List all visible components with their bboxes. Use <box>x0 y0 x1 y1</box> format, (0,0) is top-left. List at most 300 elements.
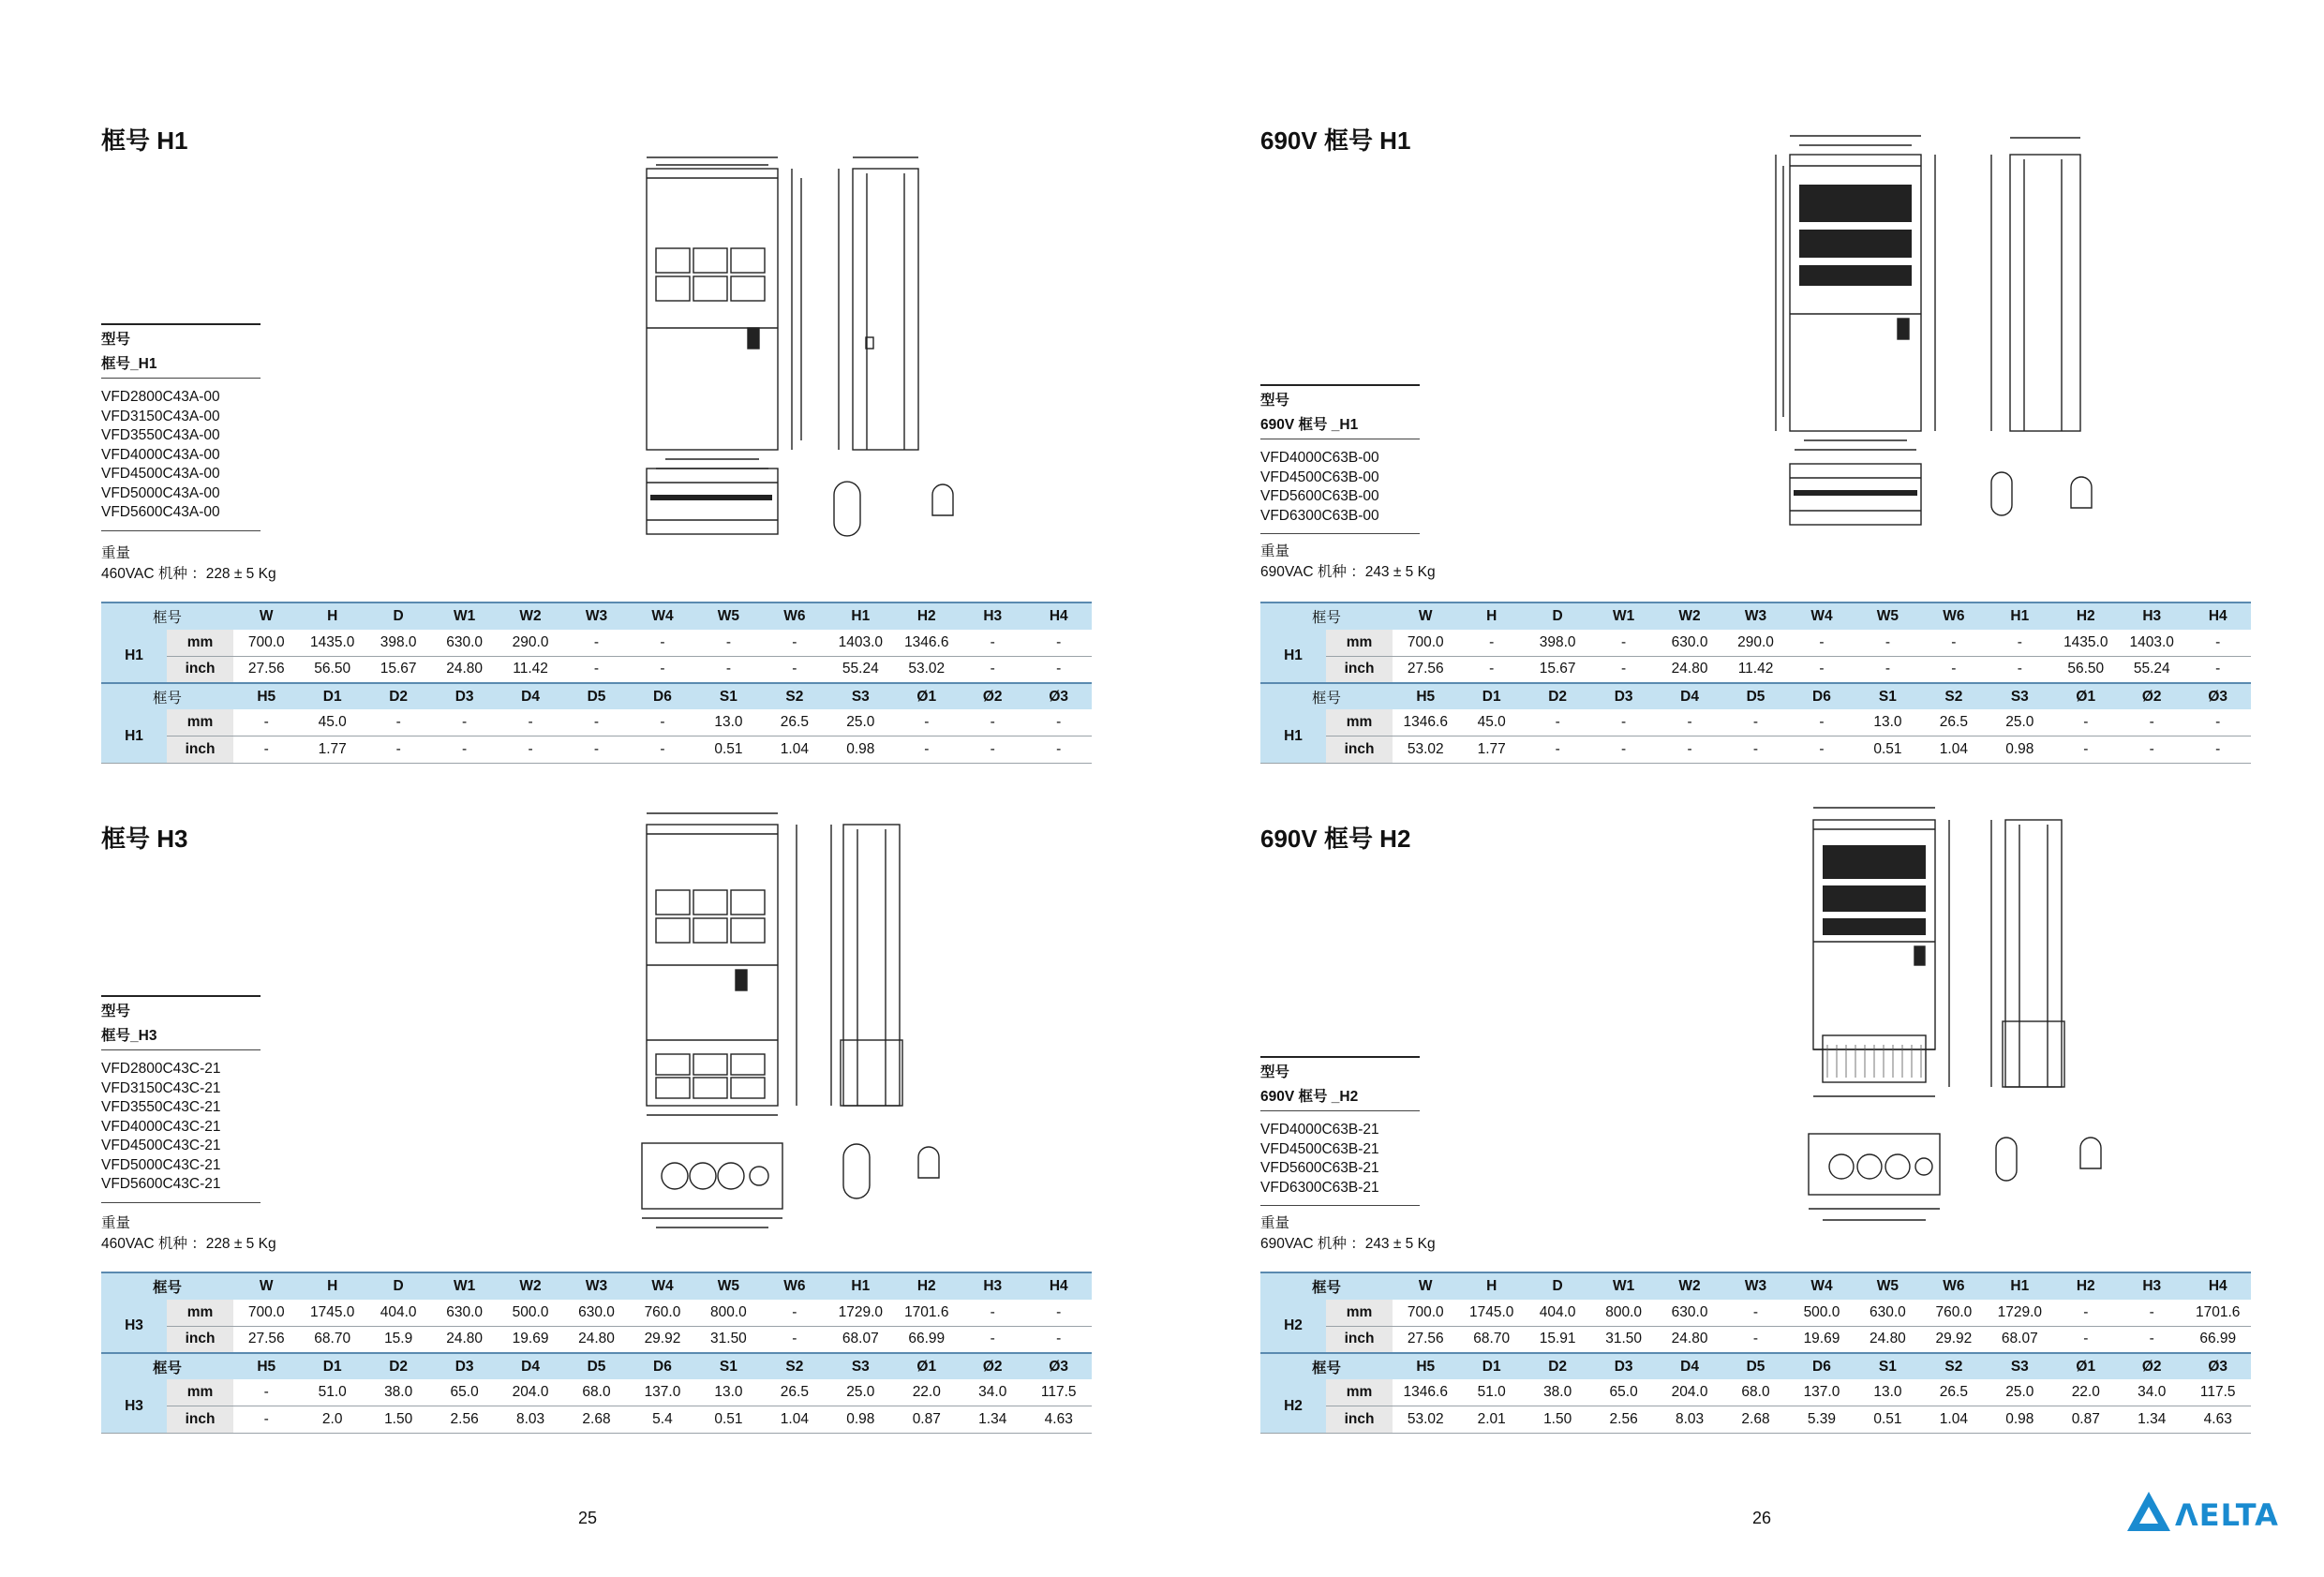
weight-value: 460VAC 机种 ：228 ± 5 Kg <box>101 1236 276 1252</box>
table-cell: 1729.0 <box>1987 1300 2052 1327</box>
unit-cell: inch <box>167 736 233 764</box>
table-row <box>1260 1326 2251 1353</box>
unit-cell: mm <box>167 709 233 736</box>
table-header-cell: W2 <box>1657 603 1722 630</box>
model-frame-header: 框号_H3 <box>101 1028 157 1044</box>
table-header-cell: W2 <box>498 603 563 630</box>
table-header-cell: W2 <box>498 1272 563 1300</box>
weight-label: 重量 <box>1260 543 1290 559</box>
table-cell: - <box>1722 1326 1788 1353</box>
table-cell: 26.5 <box>762 1379 827 1406</box>
table-cell: 1435.0 <box>299 630 365 657</box>
table-cell: - <box>2184 630 2251 657</box>
table-header-cell: H2 <box>894 1272 960 1300</box>
table-cell: 0.51 <box>1855 736 1920 764</box>
table-header-cell: H <box>299 1272 365 1300</box>
table-cell: 56.50 <box>2053 656 2119 683</box>
model-item: VFD4000C43A-00 <box>101 446 220 463</box>
model-item: VFD6300C63B-21 <box>1260 1179 1379 1196</box>
table-header-cell: W4 <box>630 1272 695 1300</box>
table-cell: 68.0 <box>1722 1379 1788 1406</box>
table-cell: - <box>1789 656 1855 683</box>
table-cell: 4.63 <box>1025 1406 1092 1434</box>
model-item: VFD4000C43C-21 <box>101 1118 221 1135</box>
table-cell: - <box>2119 736 2184 764</box>
table-header-cell: W5 <box>1855 603 1920 630</box>
table-cell: 5.39 <box>1789 1406 1855 1434</box>
table-cell: 19.69 <box>498 1326 563 1353</box>
delta-logo <box>2123 1488 2287 1535</box>
section-title: 框号 H1 <box>101 126 188 155</box>
table-cell: 22.0 <box>2053 1379 2119 1406</box>
table-header-cell: Ø3 <box>2184 683 2251 710</box>
table-cell: 68.07 <box>827 1326 893 1353</box>
table-header-cell: W6 <box>762 603 827 630</box>
unit-cell: inch <box>167 1326 233 1353</box>
table-header-cell: D1 <box>299 683 365 710</box>
model-frame-header: 690V 框号 _H1 <box>1260 417 1359 433</box>
drawing-h1 <box>637 141 984 543</box>
table-header-cell: W <box>233 1272 299 1300</box>
weight-label: 重量 <box>101 1215 131 1231</box>
table-header-cell: D <box>1525 1272 1590 1300</box>
table-cell: - <box>2119 709 2184 736</box>
table-cell: 760.0 <box>630 1300 695 1327</box>
model-item: VFD3550C43A-00 <box>101 427 220 443</box>
table-header-row <box>101 603 1092 630</box>
model-item: VFD4000C63B-21 <box>1260 1122 1379 1138</box>
model-frame-header: 框号_H1 <box>101 356 157 372</box>
table-cell: - <box>1789 736 1855 764</box>
table-header-cell: H1 <box>827 1272 893 1300</box>
table-cell: 45.0 <box>1458 709 1524 736</box>
table-header-cell: H5 <box>233 683 299 710</box>
table-cell: - <box>563 709 629 736</box>
table-header-cell: 框号 <box>101 1272 233 1300</box>
table-cell: 68.70 <box>1458 1326 1524 1353</box>
table-header-cell: H3 <box>960 1272 1025 1300</box>
table-header-cell: S1 <box>695 1353 761 1380</box>
table-row <box>1260 1406 2251 1434</box>
unit-cell: inch <box>167 656 233 683</box>
table-cell: 1701.6 <box>894 1300 960 1327</box>
unit-cell: mm <box>1326 1300 1393 1327</box>
table-cell: 1.04 <box>762 1406 827 1434</box>
table-header-cell: S2 <box>1921 683 1987 710</box>
table-cell: 630.0 <box>1855 1300 1920 1327</box>
table-cell: - <box>1458 630 1524 657</box>
table-header-cell: H <box>299 603 365 630</box>
page-number-left: 25 <box>578 1509 598 1527</box>
table-cell: 1729.0 <box>827 1300 893 1327</box>
table-header-cell: S2 <box>762 683 827 710</box>
unit-cell: mm <box>167 1379 233 1406</box>
table-cell: 2.68 <box>1722 1406 1788 1434</box>
table-row <box>1260 709 2251 736</box>
table-cell: - <box>1025 630 1092 657</box>
table-row <box>101 736 1092 764</box>
table-cell: 630.0 <box>431 1300 497 1327</box>
table-header-cell: S3 <box>827 683 893 710</box>
table-header-cell: W <box>1393 1272 1458 1300</box>
table-header-cell: D6 <box>630 1353 695 1380</box>
table-header-cell: D2 <box>1525 1353 1590 1380</box>
dimension-table <box>1260 602 2251 764</box>
weight-label: 重量 <box>1260 1215 1290 1231</box>
table-cell: 11.42 <box>1722 656 1788 683</box>
table-cell: - <box>960 656 1025 683</box>
table-header-cell: W <box>233 603 299 630</box>
table-cell: - <box>1025 709 1092 736</box>
table-row <box>101 1406 1092 1434</box>
table-header-cell: S1 <box>1855 683 1920 710</box>
model-item: VFD5600C43A-00 <box>101 504 220 520</box>
table-cell: 1.50 <box>365 1406 431 1434</box>
table-cell: - <box>1789 630 1855 657</box>
weight-block <box>1260 542 1436 583</box>
table-cell: 8.03 <box>1657 1406 1722 1434</box>
table-cell: 630.0 <box>1657 630 1722 657</box>
unit-cell: inch <box>1326 1406 1393 1434</box>
table-cell: 13.0 <box>695 709 761 736</box>
table-cell: 15.67 <box>1525 656 1590 683</box>
table-cell: 1346.6 <box>894 630 960 657</box>
table-header-cell: W4 <box>1789 1272 1855 1300</box>
table-header-cell: W1 <box>1590 1272 1656 1300</box>
table-cell: - <box>630 709 695 736</box>
table-header-cell: D6 <box>1789 1353 1855 1380</box>
table-cell: - <box>1921 630 1987 657</box>
table-cell: - <box>960 736 1025 764</box>
table-header-cell: D2 <box>365 1353 431 1380</box>
table-cell: 24.80 <box>1855 1326 1920 1353</box>
table-cell: 1745.0 <box>1458 1300 1524 1327</box>
drawing-690v-h1 <box>1766 126 2141 548</box>
unit-cell: inch <box>167 1406 233 1434</box>
model-list-top-rule <box>101 995 261 997</box>
table-cell: - <box>695 630 761 657</box>
model-list <box>1260 1056 1420 1215</box>
table-cell: 1701.6 <box>2184 1300 2251 1327</box>
table-header-cell: H4 <box>2184 1272 2251 1300</box>
table-cell: - <box>2053 1326 2119 1353</box>
model-item: VFD2800C43A-00 <box>101 389 220 405</box>
table-cell: 27.56 <box>233 1326 299 1353</box>
unit-cell: mm <box>167 630 233 657</box>
weight-block <box>1260 1213 1436 1255</box>
table-header-cell: W <box>1393 603 1458 630</box>
model-item: VFD4000C63B-00 <box>1260 450 1379 466</box>
table-cell: - <box>233 1379 299 1406</box>
table-header-cell: H4 <box>1025 603 1092 630</box>
unit-cell: inch <box>1326 1326 1393 1353</box>
table-cell: 38.0 <box>365 1379 431 1406</box>
table-row <box>1260 630 2251 657</box>
table-cell: 0.87 <box>2053 1406 2119 1434</box>
table-cell: 1346.6 <box>1393 709 1458 736</box>
table-cell: 117.5 <box>1025 1379 1092 1406</box>
table-cell: - <box>762 630 827 657</box>
table-header-cell: H4 <box>2184 603 2251 630</box>
table-cell: 29.92 <box>630 1326 695 1353</box>
table-cell: - <box>1525 709 1590 736</box>
table-cell: 398.0 <box>1525 630 1590 657</box>
table-cell: 760.0 <box>1921 1300 1987 1327</box>
table-cell: 2.68 <box>563 1406 629 1434</box>
model-item: VFD3150C43A-00 <box>101 408 220 424</box>
unit-cell: mm <box>167 1300 233 1327</box>
table-cell: 66.99 <box>2184 1326 2251 1353</box>
table-cell: - <box>2053 736 2119 764</box>
weight-value: 690VAC 机种 ：243 ± 5 Kg <box>1260 564 1436 580</box>
unit-cell: mm <box>1326 709 1393 736</box>
table-header-cell: W2 <box>1657 1272 1722 1300</box>
table-cell: 1.04 <box>762 736 827 764</box>
table-cell: - <box>2053 709 2119 736</box>
table-header-cell: D <box>365 603 431 630</box>
unit-cell: inch <box>1326 656 1393 683</box>
table-header-cell: H3 <box>2119 603 2184 630</box>
table-cell: 2.0 <box>299 1406 365 1434</box>
table-header-cell: S1 <box>695 683 761 710</box>
table-header-cell: D5 <box>1722 683 1788 710</box>
table-header-row <box>101 683 1092 710</box>
table-cell: 500.0 <box>1789 1300 1855 1327</box>
frame-cell: H1 <box>1260 630 1326 683</box>
section-title: 690V 框号 H2 <box>1260 825 1411 853</box>
table-cell: - <box>762 1300 827 1327</box>
table-cell: 630.0 <box>1657 1300 1722 1327</box>
model-item: VFD2800C43C-21 <box>101 1061 221 1077</box>
frame-cell: H2 <box>1260 1300 1326 1353</box>
table-cell: 5.4 <box>630 1406 695 1434</box>
table-cell: 398.0 <box>365 630 431 657</box>
table-cell: 700.0 <box>233 1300 299 1327</box>
table-header-cell: W1 <box>1590 603 1656 630</box>
model-item: VFD5600C63B-21 <box>1260 1160 1379 1176</box>
table-cell: - <box>1722 1300 1788 1327</box>
table-cell: 68.70 <box>299 1326 365 1353</box>
table-header-cell: W4 <box>630 603 695 630</box>
table-header-cell: Ø3 <box>1025 1353 1092 1380</box>
model-frame-header: 690V 框号 _H2 <box>1260 1089 1359 1105</box>
frame-cell: H2 <box>1260 1379 1326 1433</box>
table-header-cell: W1 <box>431 603 497 630</box>
table-cell: 0.98 <box>827 736 893 764</box>
table-header-cell: H5 <box>233 1353 299 1380</box>
table-header-cell: D4 <box>1657 1353 1722 1380</box>
table-row <box>101 1379 1092 1406</box>
table-header-cell: D <box>1525 603 1590 630</box>
table-cell: - <box>1025 736 1092 764</box>
drawing-690v-h2 <box>1785 796 2141 1237</box>
frame-cell: H1 <box>101 709 167 763</box>
table-cell: - <box>1590 736 1656 764</box>
page-number-right: 26 <box>1752 1509 1772 1527</box>
table-cell: 500.0 <box>498 1300 563 1327</box>
table-header-cell: S3 <box>1987 1353 2052 1380</box>
table-header-cell: W4 <box>1789 603 1855 630</box>
table-header-cell: D4 <box>1657 683 1722 710</box>
table-cell: 22.0 <box>894 1379 960 1406</box>
table-header-cell: H1 <box>1987 1272 2052 1300</box>
table-cell: - <box>960 709 1025 736</box>
table-cell: - <box>1590 630 1656 657</box>
table-cell: - <box>563 630 629 657</box>
table-header-cell: D2 <box>365 683 431 710</box>
model-item: VFD5000C43C-21 <box>101 1156 221 1173</box>
table-cell: 117.5 <box>2184 1379 2251 1406</box>
table-header-cell: H2 <box>2053 603 2119 630</box>
table-cell: 4.63 <box>2184 1406 2251 1434</box>
table-cell: - <box>1458 656 1524 683</box>
table-cell: 0.98 <box>1987 736 2052 764</box>
table-header-cell: S1 <box>1855 1353 1920 1380</box>
table-cell: - <box>1657 709 1722 736</box>
table-cell: - <box>960 1300 1025 1327</box>
table-cell: 0.98 <box>827 1406 893 1434</box>
table-cell: 0.98 <box>1987 1406 2052 1434</box>
table-cell: 38.0 <box>1525 1379 1590 1406</box>
table-cell: 24.80 <box>431 656 497 683</box>
table-cell: - <box>2119 1326 2184 1353</box>
table-cell: 0.87 <box>894 1406 960 1434</box>
table-cell: - <box>365 709 431 736</box>
model-item: VFD4500C63B-00 <box>1260 469 1379 485</box>
table-cell: 800.0 <box>695 1300 761 1327</box>
table-header-cell: 框号 <box>101 1353 233 1380</box>
table-header-cell: W3 <box>1722 1272 1788 1300</box>
table-header-cell: W1 <box>431 1272 497 1300</box>
table-header-cell: D4 <box>498 1353 563 1380</box>
table-cell: 27.56 <box>233 656 299 683</box>
table-header-cell: D5 <box>563 683 629 710</box>
table-header-row <box>1260 603 2251 630</box>
table-cell: 53.02 <box>1393 1406 1458 1434</box>
model-item: VFD6300C63B-00 <box>1260 507 1379 524</box>
table-cell: - <box>563 656 629 683</box>
table-cell: - <box>365 736 431 764</box>
table-header-cell: 框号 <box>101 683 233 710</box>
model-list-top-rule <box>1260 384 1420 386</box>
table-header-row <box>1260 1272 2251 1300</box>
table-header-cell: Ø3 <box>1025 683 1092 710</box>
model-list-bottom-rule <box>101 530 261 531</box>
table-cell: - <box>1025 1300 1092 1327</box>
table-cell: 2.01 <box>1458 1406 1524 1434</box>
table-header-cell: H <box>1458 1272 1524 1300</box>
table-cell: 0.51 <box>695 1406 761 1434</box>
table-header-cell: D5 <box>563 1353 629 1380</box>
table-header-cell: H5 <box>1393 683 1458 710</box>
table-cell: 27.56 <box>1393 656 1458 683</box>
table-cell: 51.0 <box>1458 1379 1524 1406</box>
table-header-cell: D6 <box>1789 683 1855 710</box>
table-header-cell: W5 <box>695 603 761 630</box>
table-cell: 25.0 <box>1987 1379 2052 1406</box>
table-cell: - <box>1025 656 1092 683</box>
model-item: VFD3150C43C-21 <box>101 1079 221 1096</box>
table-header-cell: 框号 <box>1260 603 1393 630</box>
model-list <box>101 323 261 541</box>
table-cell: - <box>233 1406 299 1434</box>
dimension-table <box>101 602 1092 764</box>
weight-label: 重量 <box>101 545 131 561</box>
table-cell: 1.34 <box>2119 1406 2184 1434</box>
table-cell: - <box>2053 1300 2119 1327</box>
table-cell: 1.77 <box>299 736 365 764</box>
table-cell: 290.0 <box>498 630 563 657</box>
table-cell: 1403.0 <box>2119 630 2184 657</box>
table-header-cell: D3 <box>431 1353 497 1380</box>
table-cell: 55.24 <box>827 656 893 683</box>
dimension-table <box>101 1272 1092 1434</box>
table-cell: - <box>233 709 299 736</box>
table-cell: - <box>630 736 695 764</box>
table-cell: 2.56 <box>431 1406 497 1434</box>
table-cell: 290.0 <box>1722 630 1788 657</box>
table-cell: 1.04 <box>1921 1406 1987 1434</box>
table-row <box>101 709 1092 736</box>
table-cell: 24.80 <box>563 1326 629 1353</box>
model-list-bottom-rule <box>101 1202 261 1203</box>
frame-cell: H3 <box>101 1379 167 1433</box>
model-list <box>101 995 261 1213</box>
table-cell: 13.0 <box>1855 709 1920 736</box>
table-cell: - <box>1722 736 1788 764</box>
table-cell: 204.0 <box>1657 1379 1722 1406</box>
table-cell: 68.0 <box>563 1379 629 1406</box>
table-cell: 53.02 <box>1393 736 1458 764</box>
table-cell: 65.0 <box>431 1379 497 1406</box>
table-cell: 26.5 <box>762 709 827 736</box>
table-cell: 27.56 <box>1393 1326 1458 1353</box>
table-header-cell: D2 <box>1525 683 1590 710</box>
table-header-cell: H5 <box>1393 1353 1458 1380</box>
table-cell: 26.5 <box>1921 1379 1987 1406</box>
unit-cell: mm <box>1326 1379 1393 1406</box>
table-cell: - <box>1921 656 1987 683</box>
table-header-cell: Ø1 <box>894 1353 960 1380</box>
table-header-row <box>101 1353 1092 1380</box>
table-cell: 45.0 <box>299 709 365 736</box>
table-cell: 404.0 <box>1525 1300 1590 1327</box>
table-row <box>101 1326 1092 1353</box>
table-cell: 25.0 <box>827 709 893 736</box>
model-item: VFD3550C43C-21 <box>101 1099 221 1115</box>
table-cell: - <box>960 1326 1025 1353</box>
table-cell: 1.50 <box>1525 1406 1590 1434</box>
table-cell: - <box>1987 630 2052 657</box>
model-list-bottom-rule <box>1260 1205 1420 1206</box>
model-list-bottom-rule <box>1260 533 1420 534</box>
table-header-cell: W3 <box>563 1272 629 1300</box>
table-cell: 68.07 <box>1987 1326 2052 1353</box>
table-header-cell: 框号 <box>101 603 233 630</box>
model-header: 型号 <box>1260 1064 1290 1080</box>
table-header-cell: D3 <box>1590 1353 1656 1380</box>
table-header-row <box>101 1272 1092 1300</box>
table-cell: 15.67 <box>365 656 431 683</box>
table-row <box>101 1300 1092 1327</box>
table-header-cell: H4 <box>1025 1272 1092 1300</box>
table-header-cell: D1 <box>1458 683 1524 710</box>
table-header-cell: W5 <box>695 1272 761 1300</box>
table-cell: - <box>1855 656 1920 683</box>
table-cell: 1.04 <box>1921 736 1987 764</box>
table-cell: 24.80 <box>1657 1326 1722 1353</box>
weight-value: 460VAC 机种 ：228 ± 5 Kg <box>101 566 276 582</box>
